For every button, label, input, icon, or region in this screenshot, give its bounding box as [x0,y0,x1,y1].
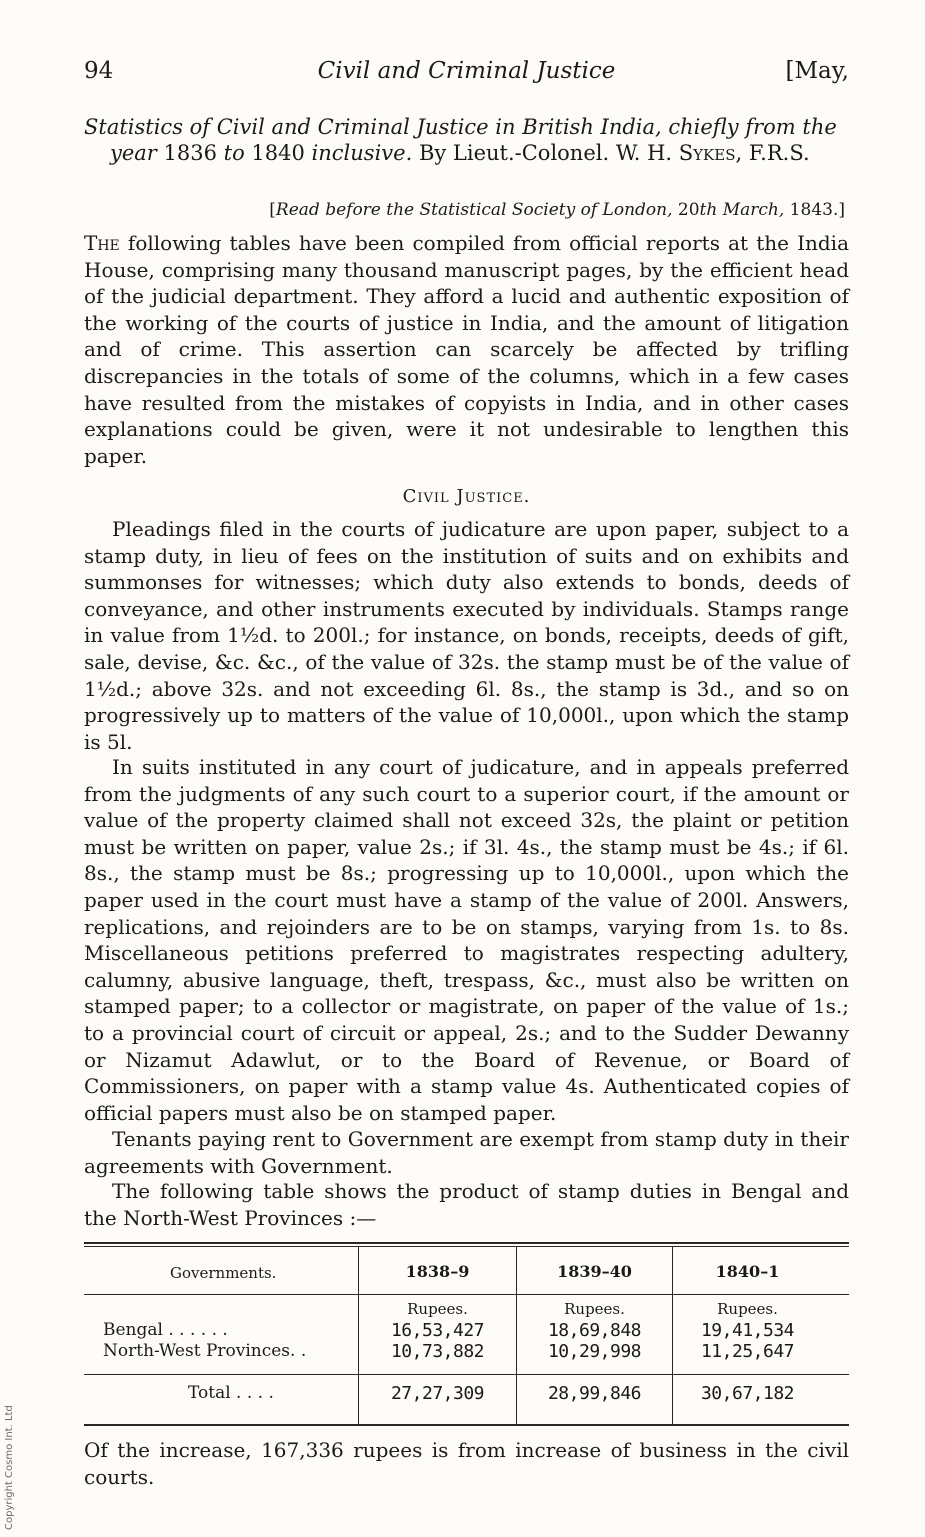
paragraph-suits: In suits instituted in any court of judicature, and in appeals preferred from the judgments of any such court to a superior court, if the amount or value of the property claimed shall not exceed 32s, the plaint or petition must be written on paper, value 2s.; if 3l. 4s., the stamp must be 4s.; if 6l. 8s., the stamp must be 8s.; progressing up to 10,000l., upon which the paper used in the court must have a stamp of the value of 200l. Answers, replications, and rejoinders are to be on stamps, varying from 1s. to 8s. Miscellaneous petitions preferred to magistrates respecting adultery, calumny, abusive language, theft, trespass, &c., must also be written on stamped paper; to a collector or magistrate, on paper of the value of 1s.; to a provincial court of circuit or appeal, 2s.; and to the Sudder Dewanny or Nizamut Adawlut, or to the Board of Revenue, or Board of Commissioners, on paper with a stamp value 4s. Authenticated copies of official papers must also be on stamped paper. [84,755,849,1125]
table-row-label: Bengal . . . . . . [103,1320,228,1340]
paragraph-increase: Of the increase, 167,336 rupees is from increase of business in the civil courts. [84,1438,849,1489]
read-note-date-rest: th March, [699,200,785,220]
running-title: Civil and Criminal Justice [317,58,616,84]
article-title [84,114,875,166]
author-name: Sykes [678,141,736,165]
table-bottom-rule [84,1424,849,1426]
table-unit: Rupees. [564,1300,625,1318]
read-note [84,200,849,220]
table-top-rule-inner [84,1246,849,1247]
table-cell: 19,41,534 [700,1320,795,1341]
table-year-header: 1840–1 [715,1262,780,1281]
byline: By Lieut.-Colonel. W. H. [412,141,679,165]
intro-lead: The [84,231,120,255]
table-year-header: 1839–40 [557,1262,632,1281]
read-note-text: Read before the Statistical Society of London, [275,200,678,220]
table-header-rule [84,1294,849,1295]
title-part-1: Statistics of Civil and Criminal Justice in British India, chiefly from the year [84,115,837,165]
read-note-open: [ [269,200,276,220]
table-cell: 10,29,998 [547,1341,642,1362]
paragraph-tenants: Tenants paying rent to Government are exempt from stamp duty in their agreements with Government. [84,1127,849,1178]
running-month: [May, [785,58,849,84]
table-cell: 18,69,848 [547,1320,642,1341]
running-header [84,58,849,92]
table-total-cell: 28,99,846 [547,1383,642,1404]
table-top-rule [84,1242,849,1244]
table-row-label: North-West Provinces. . [103,1341,307,1361]
table-total-cell: 27,27,309 [390,1383,485,1404]
copyright-watermark: Copyright Cosmo Int. Ltd [4,1405,15,1530]
table-col-header: Governments. [170,1264,277,1282]
author-frs: , F.R.S. [735,141,810,165]
title-part-3: inclusive. [311,141,413,165]
paragraph-stamps: Pleadings filed in the courts of judicature are upon paper, subject to a stamp duty, in lieu of fees on the institution of suits and on exhibits and summonses for witnesses; which duty also extends to bonds, deeds of conveyance, and other instruments executed by individuals. Stamps range in value from 1½d. to 200l.; for instance, on bonds, receipts, deeds of gift, sale, devise, &c. &c., of the value of 32s. the stamp must be of the value of 1½d.; above 32s. and not exceeding 6l. 8s., the stamp is 3d., and so on progressively up to matters of the value of 10,000l., upon which the stamp is 5l. [84,517,849,754]
title-year-2: 1840 [244,141,312,165]
read-note-year: 1843.] [784,200,845,220]
title-part-2: to [223,141,245,165]
title-year-1: 1836 [156,141,224,165]
table-cell: 11,25,647 [700,1341,795,1362]
paragraph-table-intro: The following table shows the product of stamp duties in Bengal and the North-West Provinces :— [84,1179,849,1230]
read-note-date-num: 20 [677,200,700,220]
table-year-header: 1838–9 [405,1262,470,1281]
table-total-rule [84,1374,849,1375]
table-cell: 10,73,882 [390,1341,485,1362]
page-number: 94 [84,58,114,84]
table-total-label: Total . . . . [188,1383,274,1403]
table-cell: 16,53,427 [390,1320,485,1341]
stamp-duty-table [84,1242,849,1426]
table-total-cell: 30,67,182 [700,1383,795,1404]
section-title: Civil Justice. [402,486,531,507]
table-unit: Rupees. [717,1300,778,1318]
intro-paragraph [84,230,849,469]
table-unit: Rupees. [407,1300,468,1318]
intro-text: following tables have been compiled from official reports at the India House, comprising many thousand manuscript pages, by the efficient head of the judicial department. They afford a lucid and authentic exposition of the working of the courts of justice in India, and the amount of litigation and of crime. This assertion can scarcely be affected by trifling discrepancies in the totals of some of the columns, which in a few cases have resulted from the mistakes of copyists in India, and in other cases explanations could be given, were it not undesirable to lengthen this paper. [84,231,849,468]
